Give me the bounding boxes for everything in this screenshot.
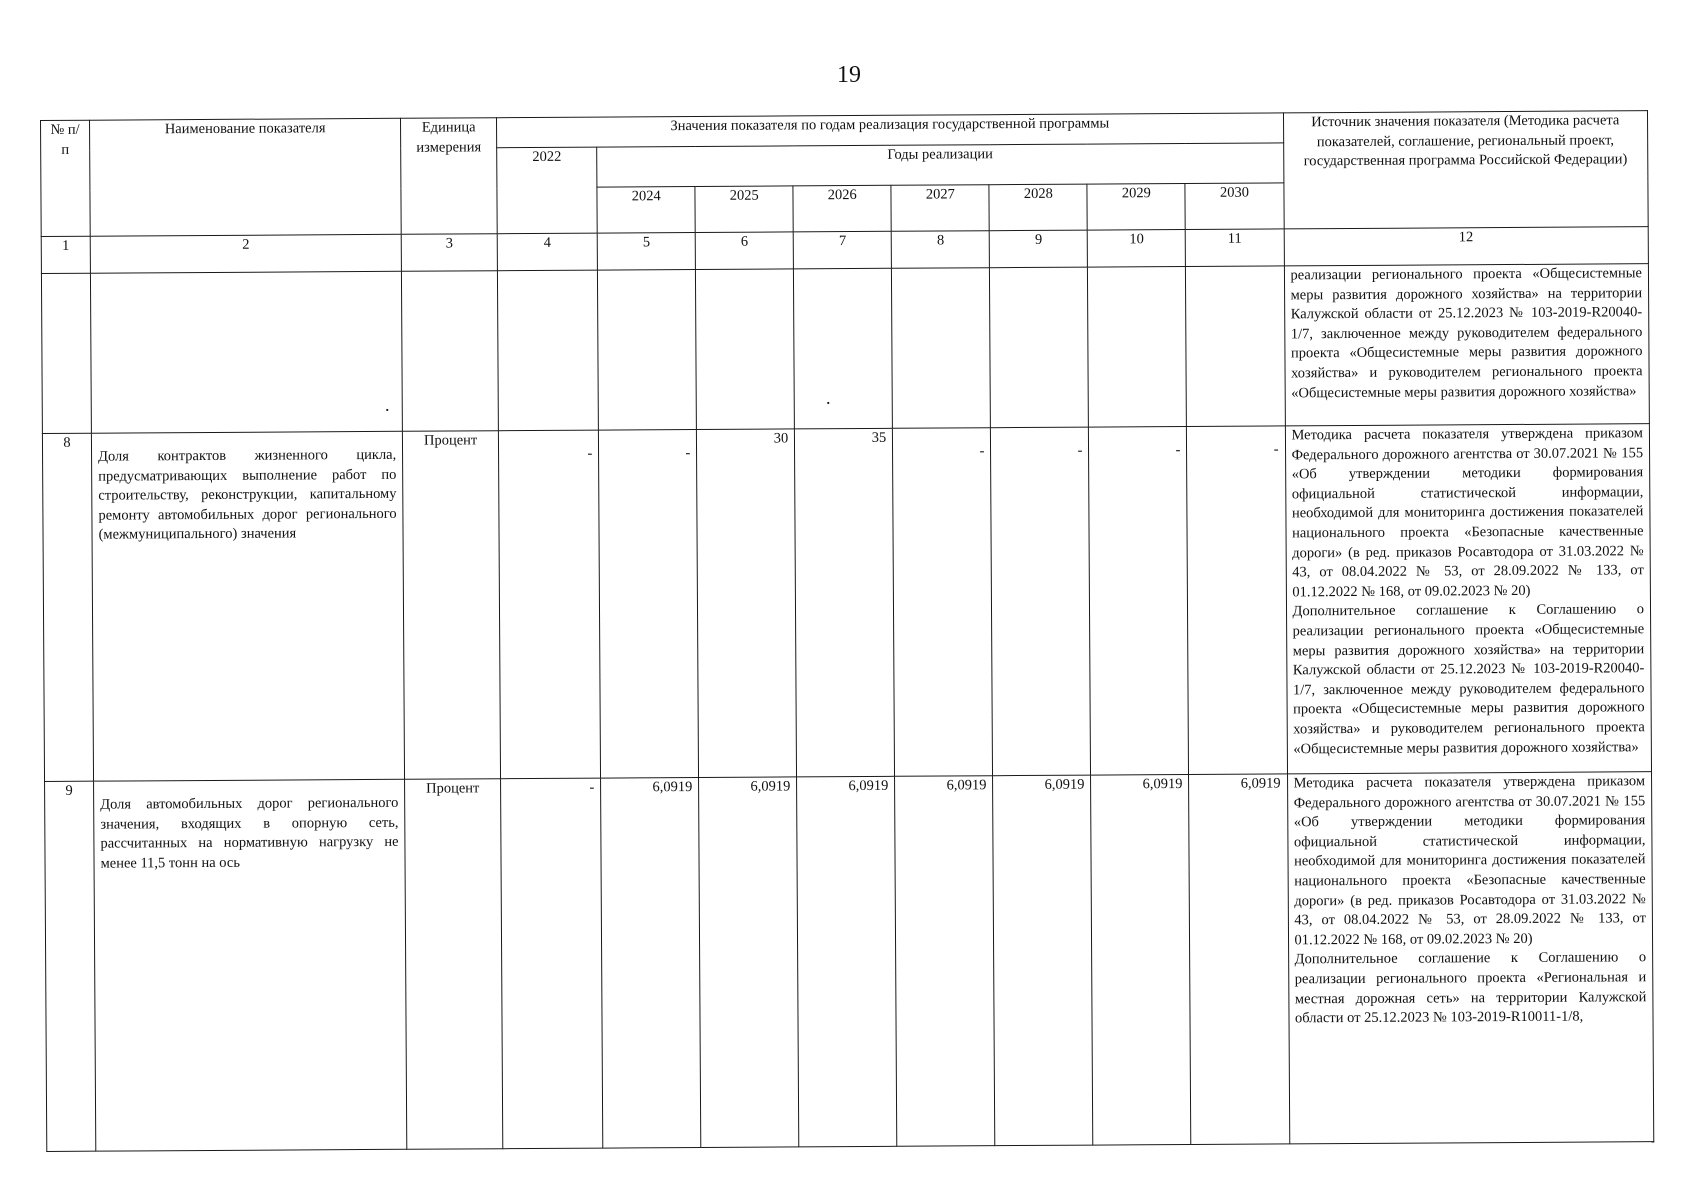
row-value: -: [599, 429, 699, 778]
row-value: -: [498, 430, 600, 779]
row-name: Доля контрактов жизненного цикла, предусматривающих выполнение работ по строительству, реконструкции, капитальному ремонту автомобильных дорог регионального (межмуниципального) значения: [91, 431, 404, 781]
header-year: 2026: [793, 185, 891, 232]
row-value: 6,0919: [797, 776, 897, 1147]
header-year: 2027: [891, 185, 989, 232]
column-number: 7: [793, 231, 891, 269]
column-number: 3: [401, 234, 497, 272]
column-number: 4: [497, 233, 597, 271]
row-value: -: [1187, 426, 1287, 775]
row-name: Доля автомобильных дорог регионального значения, входящих в опорную сеть, рассчитанных на нормативную нагрузку не менее 11,5 тонн на ось: [94, 779, 407, 1151]
column-number: 6: [695, 232, 793, 270]
row-unit: Процент: [405, 779, 503, 1150]
column-number: 5: [597, 232, 695, 270]
header-base-year: 2022: [497, 147, 598, 234]
row-num: [41, 273, 91, 433]
row-unit: [402, 271, 499, 432]
column-number: 12: [1284, 227, 1649, 266]
header-years-group: Годы реализации: [597, 143, 1284, 187]
table-row: [45, 772, 1654, 1152]
table-row: [42, 424, 1651, 782]
row-num: 9: [45, 781, 96, 1151]
row-source: [1285, 424, 1652, 774]
header-name: Наименование показателя: [90, 118, 402, 236]
row-value: 6,0919: [699, 777, 799, 1148]
row-source: [1287, 772, 1654, 1144]
page-number: 19: [837, 62, 861, 88]
row-value: 6,0919: [993, 775, 1093, 1146]
row-value: [598, 269, 697, 430]
column-number: 2: [90, 234, 401, 273]
header-source: Источник значения показателя (Методика расчета показателей, соглашение, региональный проект, государственная программа Российской Федерации): [1283, 111, 1648, 229]
row-unit: Процент: [403, 431, 501, 780]
source-paragraph: Дополнительное соглашение к Соглашению о реализации регионального проекта «Региональная и местная дорожная сеть» на территории Калужской области от 25.12.2023 № 103-2019-R10011-1/8,: [1294, 949, 1647, 1027]
row-name: [90, 271, 402, 433]
table-row: [41, 264, 1649, 434]
row-value: -: [991, 427, 1091, 776]
row-value: 6,0919: [895, 776, 995, 1147]
row-value: 35: [795, 428, 895, 777]
row-value: -: [893, 428, 993, 777]
header-row-1: [41, 111, 1648, 151]
header-year: 2024: [597, 186, 695, 233]
row-value: -: [1089, 427, 1189, 776]
column-number: 8: [892, 231, 990, 269]
row-value: [1088, 267, 1187, 428]
header-unit: Единица измерения: [401, 118, 498, 235]
row-num: 8: [42, 433, 93, 781]
scan-dot: .: [385, 395, 390, 415]
row-value: [794, 268, 893, 429]
row-value: [1186, 266, 1285, 427]
source-paragraph: Дополнительное соглашение к Соглашению о реализации регионального проекта «Общесистемные меры развития дорожного хозяйства» на территории Калужской области от 25.12.2023 № 103-2019-R20040-1/7, заключенное между руководителем федерального проекта «Общесистемные меры развития дорожного хозяйства» и руководителем регионального проекта «Общесистемные меры развития дорожного хозяйства»: [1292, 601, 1645, 757]
source-paragraph: реализации регионального проекта «Общесистемные меры развития дорожного хозяйства» на территории Калужской области от 25.12.2023 № 103-2019-R20040-1/7, заключенное между руководителем федерального проекта «Общесистемные меры развития дорожного хозяйства» и руководителем регионального проекта «Общесистемные меры развития дорожного хозяйства»: [1290, 265, 1643, 401]
row-value: 6,0919: [601, 777, 701, 1148]
row-value: 30: [697, 429, 797, 778]
header-year: 2025: [695, 186, 793, 233]
column-number: 10: [1088, 230, 1186, 268]
header-year: 2030: [1185, 183, 1283, 230]
row-value: 6,0919: [1189, 774, 1289, 1145]
source-paragraph: Методика расчета показателя утверждена приказом Федерального дорожного агентства от 30.07.2021 № 155 «Об утверждении методики формирования официальной статистической информации, необходимой для мониторинга достижения показателей национального проекта «Безопасные качественные дороги» (в ред. приказов Росавтодора от 31.03.2022 № 43, от 08.04.2022 № 53, от 28.09.2022 № 133, от 01.12.2022 № 168, от 09.02.2023 № 20): [1291, 425, 1644, 601]
row-value: 6,0919: [1091, 774, 1191, 1145]
scan-dot: .: [826, 388, 831, 408]
row-value: -: [501, 778, 603, 1149]
column-number: 11: [1186, 229, 1284, 267]
header-year: 2029: [1087, 184, 1185, 231]
column-number: 9: [990, 230, 1088, 268]
row-source: [1284, 264, 1649, 426]
header-num: № п/п: [41, 120, 91, 236]
source-paragraph: Методика расчета показателя утверждена приказом Федерального дорожного агентства от 30.07.2021 № 155 «Об утверждении методики формирования официальной статистической информации, необходимой для мониторинга достижения показателей национального проекта «Безопасные качественные дороги» (в ред. приказов Росавтодора от 31.03.2022 № 43, от 08.04.2022 № 53, от 28.09.2022 № 133, от 01.12.2022 № 168, от 09.02.2023 № 20): [1293, 773, 1646, 949]
indicators-table: [40, 110, 1654, 1152]
column-number: 1: [41, 236, 90, 273]
row-value: [990, 267, 1089, 428]
row-value: [696, 269, 795, 430]
row-value: [497, 270, 598, 431]
header-values-group: Значения показателя по годам реализация государственной программы: [497, 113, 1284, 148]
row-value: [892, 268, 991, 429]
header-year: 2028: [989, 184, 1087, 231]
